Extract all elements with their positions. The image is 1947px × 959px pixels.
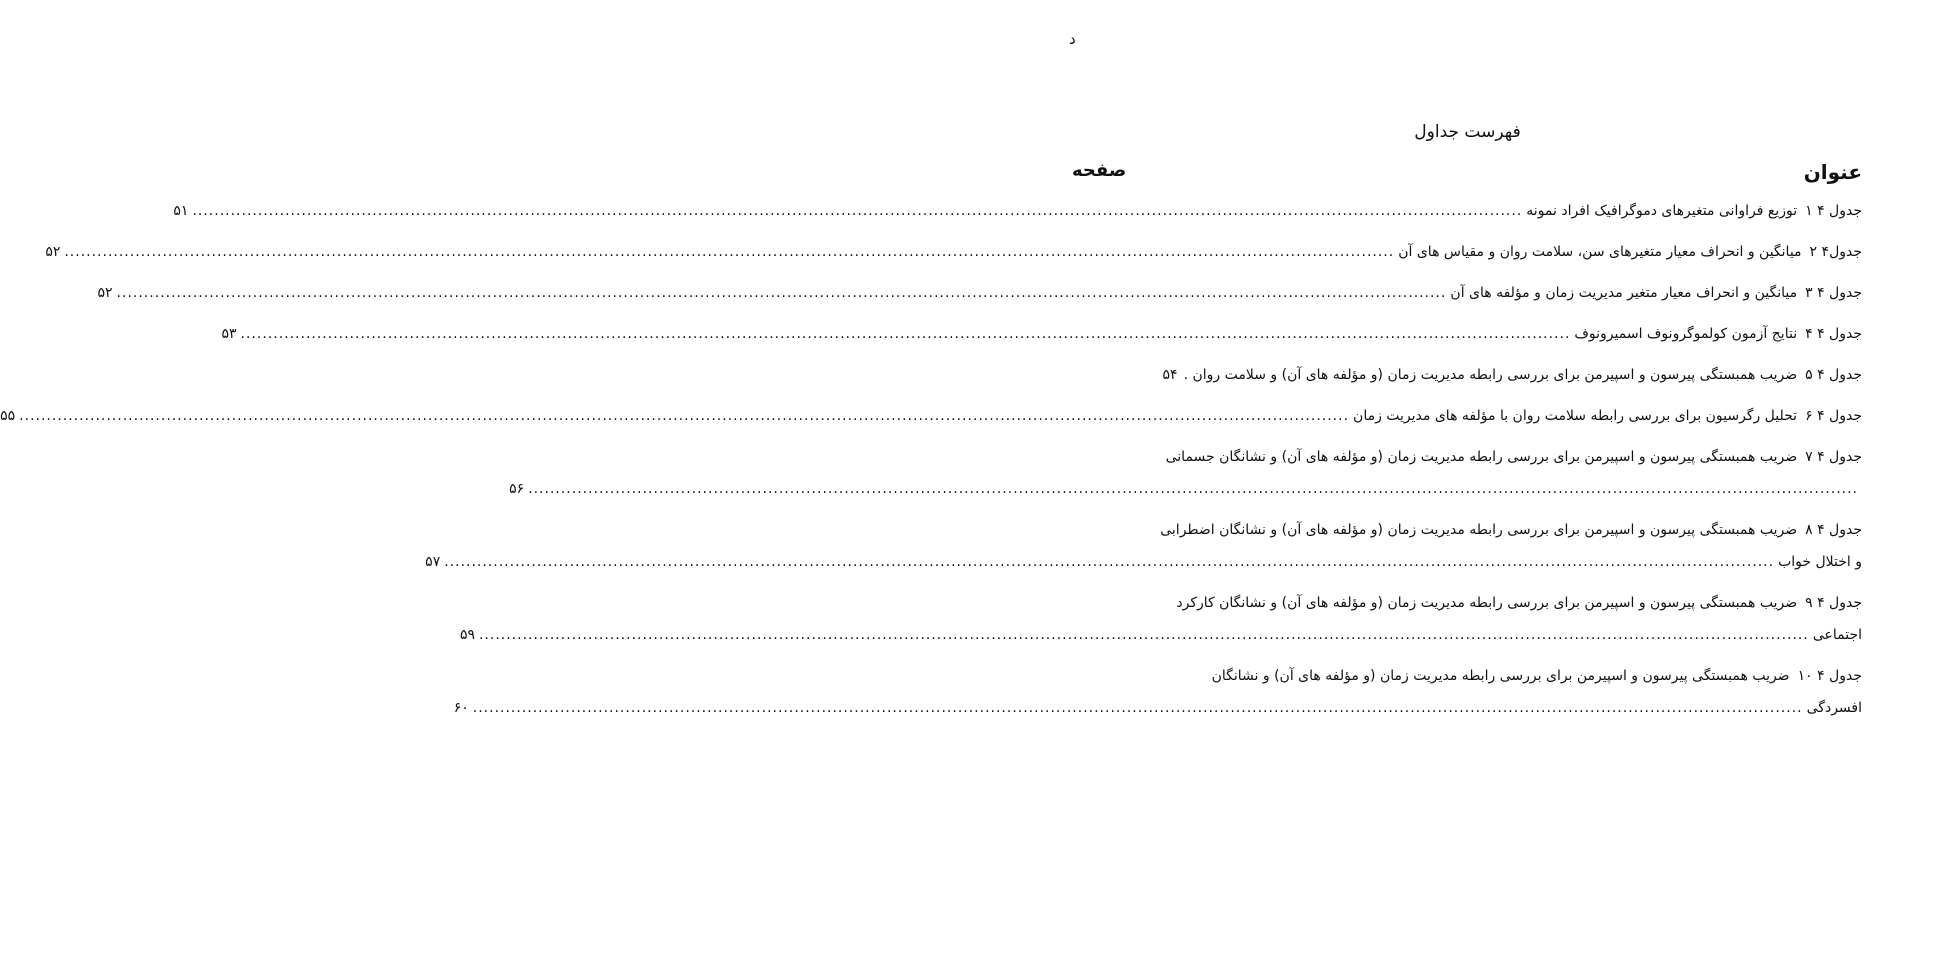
column-headers: [1072, 160, 1862, 188]
toc-entry[interactable]: [1072, 359, 1862, 400]
entry-title-continued: اجتماعی: [1812, 627, 1862, 643]
page-number: د: [1069, 30, 1076, 48]
entry-title: میانگین و انحراف معیار متغیر مدیریت زمان و مؤلفه های آن: [1450, 285, 1798, 301]
entry-page: ۵۹: [459, 627, 475, 643]
entry-page: ۵۲: [97, 285, 113, 301]
entry-page: ۵۷: [425, 554, 441, 570]
table-of-contents-list: [0, 195, 1862, 733]
toc-entry[interactable]: [173, 195, 1862, 236]
entry-title-continued: افسردگی: [1806, 700, 1862, 716]
entry-label: جدول ۴ ۶: [1805, 408, 1862, 424]
entry-title: ضریب همبستگی پیرسون و اسپیرمن برای بررسی رابطه مدیریت زمان (و مؤلفه های آن) و نشانگان اضطرابی: [1160, 522, 1798, 538]
entry-label: جدول ۴ ۴: [1805, 326, 1862, 342]
entry-title: ضریب همبستگی پیرسون و اسپیرمن برای بررسی رابطه مدیریت زمان (و مؤلفه های آن) و سلامت روان .: [1183, 367, 1798, 383]
entry-title-continued: و اختلال خواب: [1778, 554, 1862, 570]
entry-title: توزیع فراوانی متغیرهای دموگرافیک افراد نمونه: [1526, 203, 1798, 219]
entry-title: ضریب همبستگی پیرسون و اسپیرمن برای بررسی رابطه مدیریت زمان (و مؤلفه های آن) و نشانگان جسمانی: [1165, 449, 1798, 465]
entry-page: ۵۲: [45, 244, 61, 260]
toc-entry[interactable]: [425, 514, 1862, 587]
entry-title: میانگین و انحراف معیار متغیرهای سن، سلامت روان و مقیاس های آن: [1398, 244, 1802, 260]
toc-entry[interactable]: [97, 277, 1862, 318]
dot-leader: [528, 473, 1858, 505]
entry-page: ۵۴: [1162, 367, 1178, 383]
page-column-header: صفحه: [1072, 160, 1127, 181]
dot-leader: [19, 400, 1349, 432]
entry-label: جدول ۴ ۳: [1805, 285, 1862, 301]
toc-entry[interactable]: [221, 318, 1862, 359]
page-title: فهرست جداول: [1414, 122, 1521, 142]
dot-leader: [473, 692, 1803, 724]
entry-label: جدول ۴ ۱: [1805, 203, 1862, 219]
entry-title: ضریب همبستگی پیرسون و اسپیرمن برای بررسی رابطه مدیریت زمان (و مؤلفه های آن) و نشانگان کارکرد: [1176, 595, 1798, 611]
entry-label: جدول۴ ۲: [1809, 244, 1862, 260]
entry-label: جدول ۴ ۸: [1805, 522, 1862, 538]
dot-leader: [241, 318, 1571, 350]
toc-entry[interactable]: [459, 587, 1862, 660]
dot-leader: [444, 546, 1774, 578]
toc-entry[interactable]: [509, 441, 1862, 514]
entry-label: جدول ۴ ۱۰: [1797, 668, 1862, 684]
entry-page: ۵۱: [173, 203, 189, 219]
dot-leader: [479, 619, 1809, 651]
entry-page: ۶۰: [453, 700, 469, 716]
entry-title: ضریب همبستگی پیرسون و اسپیرمن برای بررسی رابطه مدیریت زمان (و مؤلفه های آن) و نشانگان: [1211, 668, 1790, 684]
entry-title: نتایج آزمون کولموگرونوف اسمیرونوف: [1574, 326, 1798, 342]
entry-page: ۵۶: [509, 481, 525, 497]
entry-label: جدول ۴ ۵: [1805, 367, 1862, 383]
entry-title: تحلیل رگرسیون برای بررسی رابطه سلامت روان با مؤلفه های مدیریت زمان: [1353, 408, 1798, 424]
entry-label: جدول ۴ ۷: [1805, 449, 1862, 465]
toc-entry[interactable]: [0, 400, 1862, 441]
dot-leader: [64, 236, 1394, 268]
entry-label: جدول ۴ ۹: [1805, 595, 1862, 611]
entry-page: ۵۳: [221, 326, 237, 342]
dot-leader: [117, 277, 1447, 309]
toc-entry[interactable]: [45, 236, 1862, 277]
dot-leader: [192, 195, 1522, 227]
entry-page: ۵۵: [0, 408, 16, 424]
toc-entry[interactable]: [453, 660, 1862, 733]
title-column-header: عنوان: [1803, 160, 1862, 184]
